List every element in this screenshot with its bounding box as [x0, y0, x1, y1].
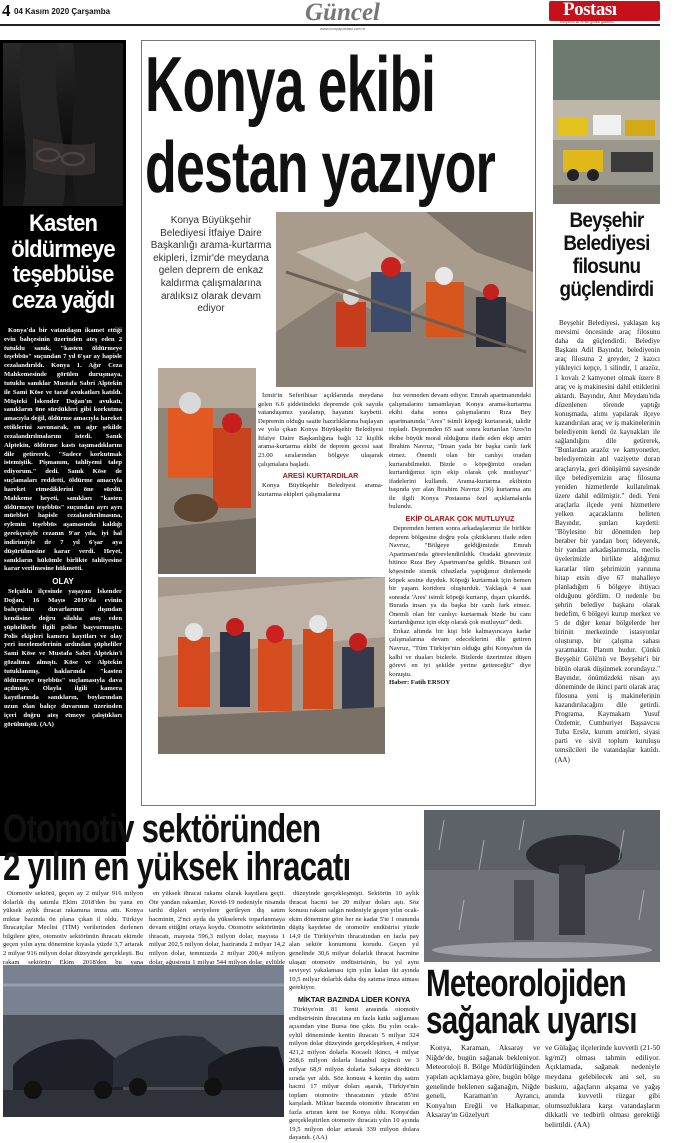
- handcuffs-photo: [3, 43, 123, 206]
- page-number: 4: [2, 1, 11, 20]
- section-title: Güncel: [305, 0, 380, 26]
- car-factory-photo: [3, 965, 284, 1117]
- lead-headline-1: Konya ekibi: [145, 40, 436, 128]
- lead-headline-2: destan yazıyor: [145, 128, 496, 208]
- lead-col-2: hız vermeden devam ediyor. Emrah apartmanındaki çalışmalarını tamamlayan Konya arama-kurtarma ekibi daha sonra çalışmalarını Rıza Bey apartmanında "Ares" isimli köpeği kurtararak, takdir topladı. Depremden 65 saat sonra kurtarılan 'Ares'in ekibe büyük moral olduğunu ifade eden ekip amiri İbrahim Navruz, "İnsan yada bir başka canlı fark etmez. Önemli olan bir canlıyı oradan kurtarabilmekti. Bizde o köpeğimizi oradan kurtardığımız için ekip olarak çok mutluyuz" ifadelerini kullandı. Arama-kurtarma ekibinin başında yer alan İbrahim Navruz (36) kurtarma anı ile ilgili Konya Postasına özel açıklamalarda bulundu. EKİP OLARAK ÇOK MUTLUYUZ Depremden hemen sonra arkadaşlarımız ile birlikte deprem bölgesine doğru yola çıktıklarını ifade eden Navruz, "Bölgeye geldiğimizde Emrah Apartmanı'nda görevlendirildik. Oradaki görevimiz bitince Rıza Bey Apartmanı'na geldik. Binanın sol köşesinde sismik cihazlarla yaptığımız dinlemede köpek sesine duyduk. Köpeği kurtarmak için hemen bir yaşam koridoru oluşturduk. Yaklaşık 4 saat sonrada 'Ares' isimli köpeği kurtarıp, dışarı çıkardık. Burada insan ya da başka bir canlı fark etmez. Önemli olan bir canlıyı kurtarmak bizde bu canı kurtardığımız için ekip olarak çok mutluyuz" dedi. Enkaz altında bir kişi bile kalmayıncaya kadar çalışmalarına devam edeceklerini dile getiren Navruz, "Tüm Türkiye'nin olduğu gibi Konya'nın da kalbi ve duaları bizlerle. Bizlerde üzerimize düşen görevi en iyi şekilde yerine getireceğiz" diye konuştu. Haber: Fatih ERSOY: [389, 392, 531, 687]
- auto-col-3: düzeyinde gerçekleşmişti. Sektörün 10 aylık ihracat hacmi ise 20 milyar doları aştı. Söz konusu rakam salgın nedeniyle geçen yılın ocak-ekim dönemine göre her ne kadar 5'te 1 oranında düşüş kaydetse de otomotiv endüstrisi yüzde 14,9 ile Türkiye'nin ihracatından en fazla pay alan sektör konumunu korudu. Geçen yıl genelinde 30,6 milyar dolarlık ihracat hacmine ulaşan otomotiv endüstrisinin, bu yıl aynı seviyeyi yakalaması için yılın kalan iki ayında 10,5 milyar dolarlık daha dış satıma imza atması gerekiyor. MİKTAR BAZINDA LİDER KONYA Türkiye'nin 81 kenti arasında otomotiv endüstrisinin ihracatına en fazla katkı sağlaması açısından yine Bursa öne çıktı. Bu yılın ocak-eylül döneminde kentin ihracatı 5 milyar 324 milyon dolar düzeyinde gerçekleşirken, 4 milyar 421,2 milyon dolarla Kocaeli ikinci, 4 milyar 268,6 milyon dolarla İstanbul üçüncü ve 3 milyar 68,9 milyon dolarla Sakarya dördüncü sırada yer aldı. Söz konusu 4 kentin dış satım hacmi 17 milyar doları aşarak, Türkiye'nin toplam otomotiv ihracatının yüzde 85'ini karşıladı. Miktar bazında otomotiv ihracatını en fazla artıran kent ise Konya oldu. Konya'dan gerçekleştirilen otomotiv ihracatı yılın 10 ayında 19,5 milyon dolar artarak 339 milyon dolara dayandı. (AA): [289, 890, 419, 1142]
- weather-headline-1: Meteorolojiden: [426, 963, 626, 1005]
- left-headline: Kasten öldürmeye teşebbüse ceza yağdı: [11, 210, 115, 315]
- auto-col-1: Otomotiv sektörü, geçen ay 2 milyar 916 milyon dolarlık dış satımla Ekim 2018'den bu yana en yüksek aylık ihracat rakamına imza attı. Konya miktar bazında ön plana çıkan il oldu. Türkiye İhracatçılar Meclisi (TİM) verilerinden derlenen bilgilere göre, otomotiv sektörünün ihracatı ekimde geçen yılın aynı dönemine kıyasla yüzde 3,7 artarak 2 milyar 916 milyon dolar düzeyinde gerçekleşti. Bu rakam sektörün Ekim 2018'den bu yana: [3, 890, 143, 966]
- lead-byline: Haber: Fatih ERSOY: [389, 679, 451, 687]
- lead-intro: Konya Büyükşehir Belediyesi İtfaiye Daire Başkanlığı arama-kurtarma ekipleri, İzmir'de meydana gelen deprem de enkaz kaldırma çalışmalarına aralıksız olarak devam ediyor: [150, 215, 272, 315]
- weather-headline-2: sağanak uyarısı: [426, 1000, 637, 1042]
- section-url: www.konyapostasi.com.tr: [320, 26, 366, 31]
- right-headline: Beyşehir Belediyesi filosunu güçlendirdi: [559, 209, 654, 302]
- auto-headline-2: 2 yılın en yüksek ihracatı: [3, 845, 351, 889]
- newspaper-logo: Postası: [549, 1, 660, 21]
- rain-photo: [424, 810, 660, 962]
- left-body: Konya'da bir vatandaşın ikamet ettiği evin bahçesinin üzerinden ateş eden 2 tutuklu sanık, "kasten öldürmeye teşebbüs" suçundan 7 yıl 6'şar ay hapisle cezalandırıldı. Konya 1. Ağır Ceza Mahkemesinde görülen duruşmaya, tutuklu sanıklar Mustafa Sabri Alptekin ile Sami Köse ve taraf avukatları katıldı. Müşteki İskender Doğan'ın avukatı, sanıkların öne sürdükleri gibi korkutma amacıyla değil, öldürme amacıyla hareket ettiklerini savunarak, en ağır şekilde cezalandırılmalarını istedi. Sanık Alptekin, öldürme kastı taşımadıklarını dile getirerek, "Sadece korkutmak istemiştik. Pişmanım, tahliyemi talep ediyorum." dedi. Sanık Köse de suçlamaları reddetti, öldürme amacıyla hareket etmediklerini öne sürdü. Mahkeme heyeti, sanıkları "kasten öldürmeye teşebbüs" suçundan ayrı ayrı müebbet hapisle cezalandırılmasına, eylemin teşebbüs aşamasında kaldığı gerekçesiyle cezanın 9'ar yıla, iyi hal indirimiyle de 7 yıl 6'şar aya düşürülmesine karar verdi. Heyet, sanıkların hükümle birlikte tahliyesine karar verilmesine hükmetti. OLAY Selçuklu ilçesinde yaşayan İskender Doğan, 16 Mayıs 2019'da evinin bahçesinin duvarlarının dışından kendisine doğru silahla ateş eden şüphelilerle ilgili polise başvurmuştu. Polis ekipleri kamera kayıtları ve olay yeri incelemelerinin ardından şüpheliler Sami Köse ve Mustafa Sabri Alptekin'i gözaltına almıştı. Köse ve Alptekin tutuklanmış, haklarında "kasten öldürmeye teşebbüs" suçlamasıyla dava açılmıştı. Olayla ilgili kamera kayıtlarında sanıkların, boylarından uzun olan bahçe duvarının üzerinden içeri doğru ateş etmeye çalıştıkları görülmüştü. (AA): [4, 327, 122, 728]
- lead-col-1: İzmir'in Seferihisar açıklarında meydana gelen 6.6 şiddetindeki depremde çok sayıda vatandaşımız yaralanıp, hayatını kaybetti. Depremin olduğu saatte hazırlıklarına başlayan ve yola çıkan Konya Büyükşehir Belediyesi İtfaiye Daire Başkanlığına bağlı 12 kişilik arama-kurtarma ekibi de deprem gecesi saat 23.00 sıralarından bölgeye ulaşarak çalışmalara başladı. ARESİ KURTARDILAR Konya Büyükşehir Belediyesi arama-kurtarma ekipleri çalışmalarına: [258, 392, 383, 498]
- auto-headline-1: Otomotiv sektöründen: [3, 807, 321, 851]
- weather-col-1: Konya, Karaman, Aksaray ve Niğde'de, bugün sağanak bekleniyor. Meteoroloji 8. Bölge Müdürlüğünden yapılan açıklamaya göre, bugün bölge genelinde beklenen sağanağın, Niğde geneli, Karaman'ın Ayrancı, Konya'nın Ereğli ve Halkapınar, Aksaray'ın Güzelyurt: [426, 1043, 540, 1120]
- rescue-photo-dog: [158, 368, 256, 574]
- logo-tagline: Konya'nın ilk ve tek günlük gazetesi: [560, 20, 614, 24]
- vehicles-photo: [553, 40, 660, 204]
- issue-date: 04 Kasım 2020 Çarşamba: [14, 7, 111, 16]
- masthead: [0, 0, 660, 31]
- weather-col-2: ve Gülağaç ilçelerinde kuvvetli (21-50 kg/m2) olması tahmin ediliyor. Açıklamada, sağanak nedeniyle meydana gelebilecek ani sel, su baskını, ağaçların akşama ve yağış anında kuvvetli rüzgar gibi olumsuzluklara karşı vatandaşların dikkatli ve tedbirli olması gerektiği belirtildi. (AA): [545, 1043, 660, 1129]
- rescue-photo-team: [158, 577, 385, 754]
- right-body: Beyşehir Belediyesi, yaklaşan kış mevsimi öncesinde araç filosunu daha da güçlendirdi. Belediye Başkanı Adil Bayındır, belediyenin araç filosuna 2 greyder, 2 kazıcı yükleyici kepçe, 1 silindir, 1 arazöz, 1 kovalı 2 kamyonet olmak üzere 8 araç ve iş makinesini dahil ettiklerini aktardı. Bayındır, Anıt Meydanı'nda düzenlenen törende yaptığı konuşmada, alımı yapılarak ilçeye kazandırılan araç ve iş makinelerinin belediyenin kendi öz kaynakları ile sağlandığını dile getirerek, "Bunlardan arazöz ve kamyonetler, belediyemizin atıl vaziyette duran araçlarıyla, geri dönüşümü sayesinde ilçe belediyemizin araç filosuna yeniden hizmetlerde kullanılmak üzere dahil edilmiştir." dedi. Yeni araçlarla ilçede yeni hizmetlere yelken açacaklarını belirten Bayındır, şunları kaydetti: "Böylesine bir dönemden hep beraber bir yandan borç ödeyerek, bir yandan arkadaşlarımızla, meclis üyelerimizle birlikte aldığımız kararlar tüm şehrimizin yarınına hitap etsin diye 67 mahalleye planladığım 6 bölgeye ihtiyacı olduğunu gördüm. O nedenle bu şehrin belediye başkanı olarak hedefim, 6 bölgeyi kurup merkez ve 5 de diğer kenar bölgelerde her birinin merkezinde istasyonlar oluşturup, bir çalışma sahası yaratmaktır. Planım budur. Çünkü Beyşehir Gölü'nü ve Beyşehir'i bir bütün olarak düşünmek zorundayız." Bayındır, önümüzdeki nisan ayı döneminde de ikinci parti olarak araç filosuna yeni iş makinelerinin kazandırılacağını dile getirdi. Programa, Kaymakam Yusuf Özdemir, Cumhuriyet Başsavcısı Tuba Ersöz, kurum amirleri, siyasi parti ve sivil toplum kuruluşu temsilcileri ile vatandaşlar katıldı. (AA): [555, 319, 660, 764]
- rescue-photo-main: [276, 212, 533, 387]
- auto-col-2: en yüksek ihracat rakamı olarak kayıtlara geçti. Öte yandan rakamlar, Kovid-19 nedeniyle nisanda tarihi dipleri seviyelere gerileyen dış satım hacminin, 2'nci ayda da yükselerek toparlanmaya devam ettiğini ortaya koydu. Otomotiv sektörünün ihracatı, mayısta 596,3 milyon dolar, mayısta 1 milyar 202,5 milyon dolar, haziranda 2 milyar 14,2 milyon dolar, temmuzda 2 milyar 200,4 milyon dolar, ağustosta 1 milyar 544 milyon dolar, eylülde: [149, 890, 285, 966]
